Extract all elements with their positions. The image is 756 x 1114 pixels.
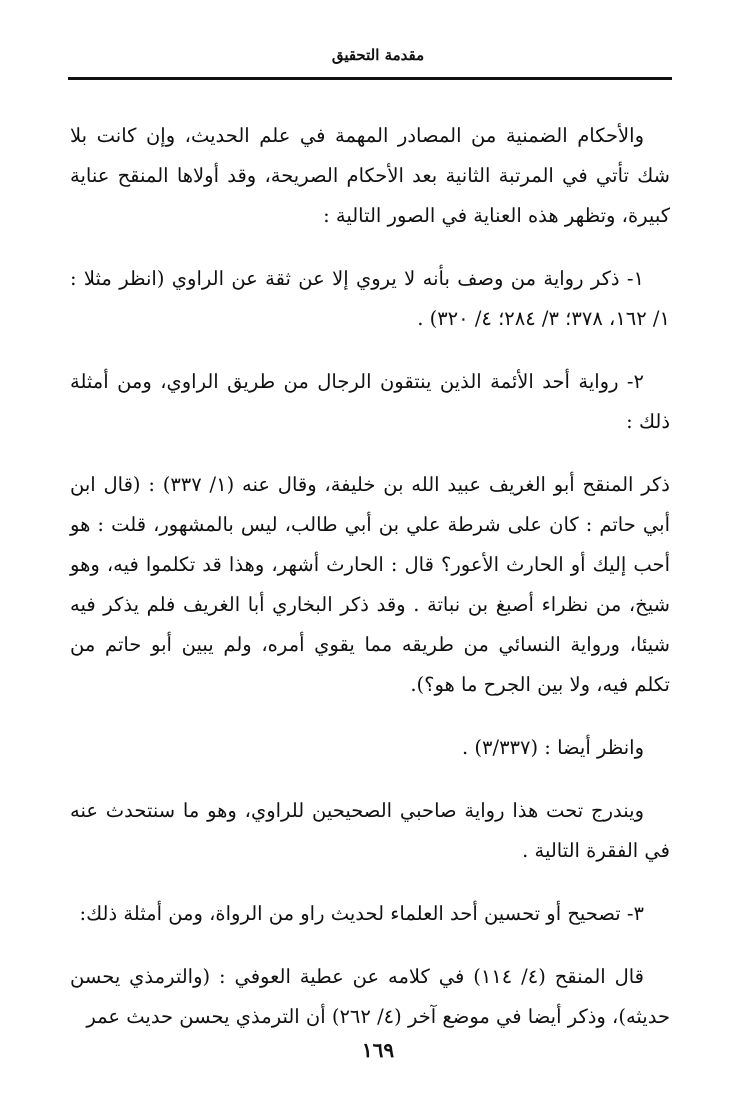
running-header: مقدمة التحقيق bbox=[331, 46, 425, 64]
paragraph-point-2: ٢- رواية أحد الأئمة الذين ينتقون الرجال من طريق الراوي، ومن أمثلة ذلك : bbox=[70, 370, 670, 433]
paragraph-note: ويندرج تحت هذا رواية صاحبي الصحيحين للراوي، وهو ما سنتحدث عنه في الفقرة التالية . bbox=[70, 799, 670, 862]
paragraph-intro: والأحكام الضمنية من المصادر المهمة في علم الحديث، وإن كانت بلا شك تأتي في المرتبة الثانية بعد الأحكام الصريحة، وقد أولاها المنقح عناية كبيرة، وتظهر هذه العناية في الصور التالية : bbox=[70, 124, 670, 227]
paragraph-see-also: وانظر أيضا : (٣/٣٣٧) . bbox=[462, 736, 644, 759]
paragraph-point-1: ١- ذكر رواية من وصف بأنه لا يروي إلا عن ثقة عن الراوي (انظر مثلا : ١/ ١٦٢، ٣٧٨؛ ٣/ ٢٨٤؛ ٤/ ٣٢٠) . bbox=[70, 267, 670, 330]
paragraph-quote: ذكر المنقح أبو الغريف عبيد الله بن خليفة، وقال عنه (١/ ٣٣٧) : (قال ابن أبي حاتم : كان على شرطة علي بن أبي طالب، ليس بالمشهور، قلت : هو أحب إليك أو الحارث الأعور؟ قال : الحارث أشهر، وهذا قد تكلموا فيه، وهو شيخ، من نظراء أصبغ بن نباتة . وقد ذكر البخاري أبا الغريف فلم يذكر فيه شيئا، ورواية النسائي من طريقه مما يقوي أمره، ولم يبين أبو حاتم من تكلم فيه، ولا بين الجرح ما هو؟). bbox=[70, 473, 670, 696]
page-number: ١٦٩ bbox=[361, 1038, 395, 1062]
paragraph-example: قال المنقح (٤/ ١١٤) في كلامه عن عطية العوفي : (والترمذي يحسن حديثه)، وذكر أيضا في موضع آخر (٤/ ٢٦٢) أن الترمذي يحسن حديث عمر bbox=[70, 965, 670, 1028]
page-body bbox=[70, 116, 670, 1060]
paragraph-point-3: ٣- تصحيح أو تحسين أحد العلماء لحديث راو من الرواة، ومن أمثلة ذلك: bbox=[79, 902, 644, 925]
header-divider bbox=[68, 77, 672, 80]
